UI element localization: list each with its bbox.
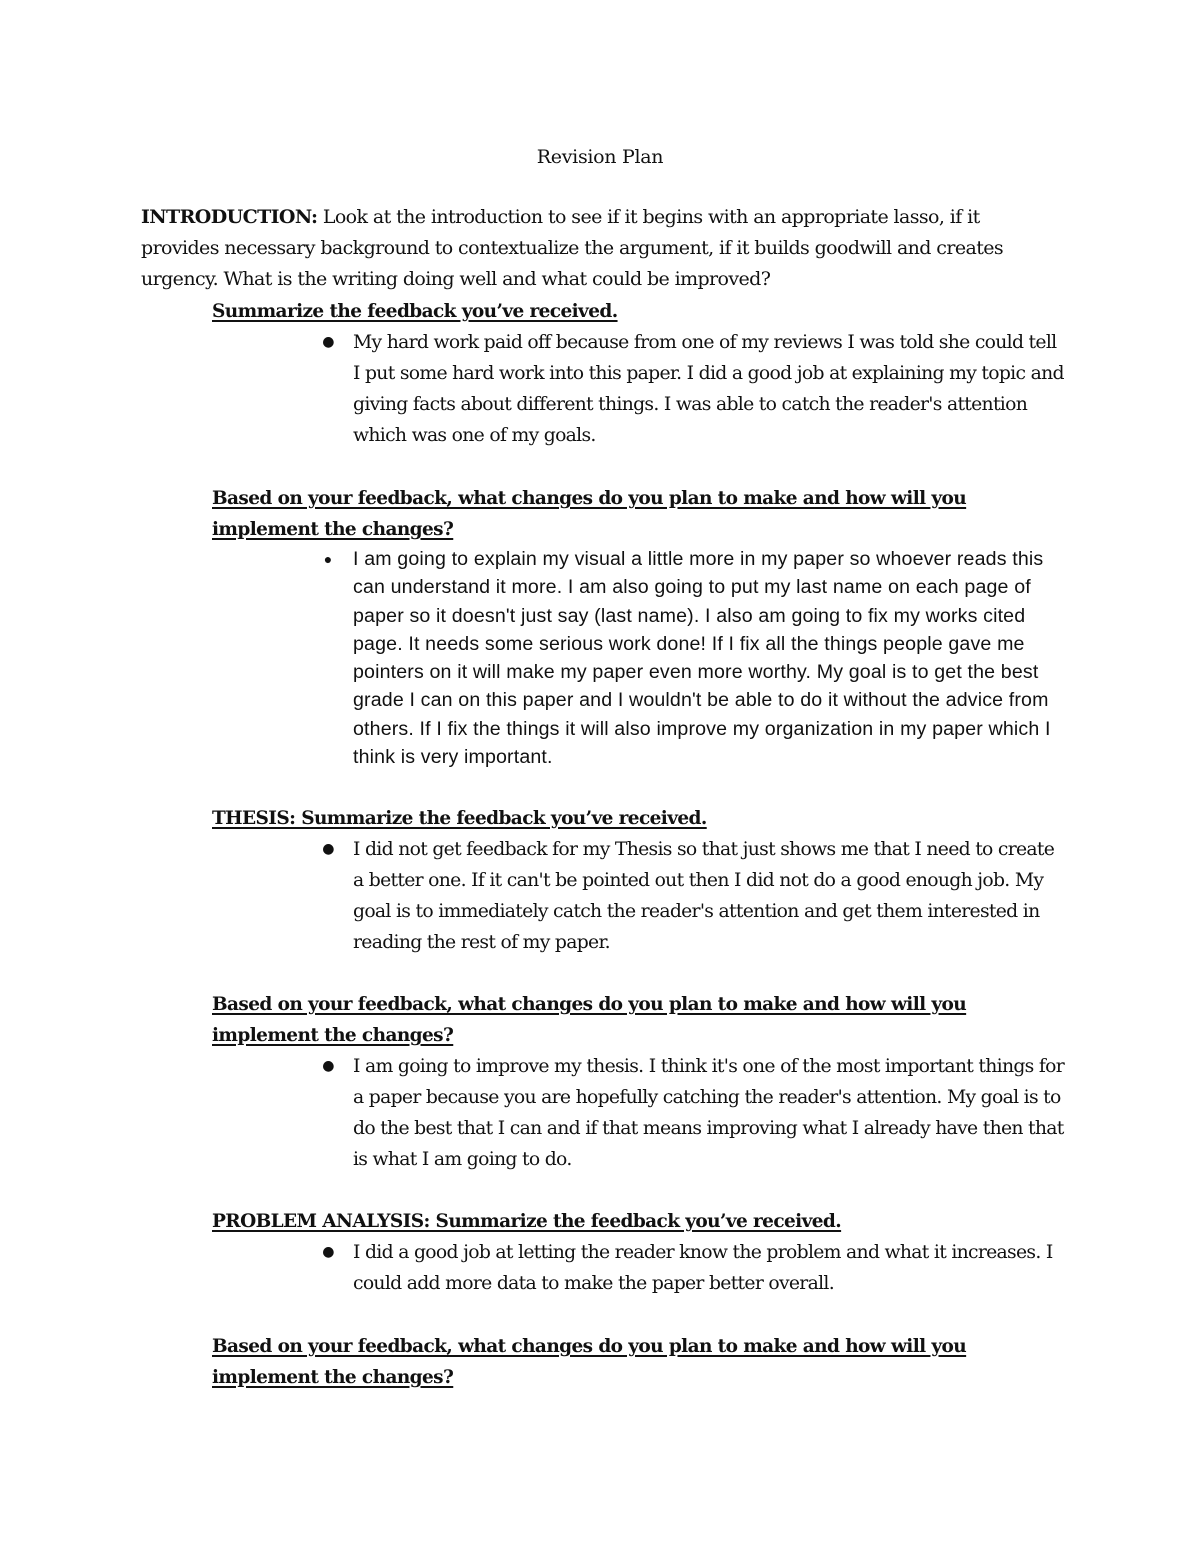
bullet-text: My hard work paid off because from one of my reviews I was told she could tell I put some hard work into this paper. I did a good job at explaining my topic and giving facts about different things. I was able to catch the reader's attention which was one of my goals. — [353, 332, 1064, 446]
section-heading-thesis-changes: Based on your feedback, what changes do you plan to make and how will you implement the changes? — [212, 994, 967, 1046]
bullet-icon: ● — [322, 1058, 334, 1074]
bullet-text: I did not get feedback for my Thesis so that just shows me that I need to create a better one. If it can't be pointed out then I did not do a good enough job. My goal is to immediately catch the reader's attention and get them interested in reading the rest of my paper. — [353, 839, 1055, 953]
list-item — [318, 327, 1068, 451]
bullet-list-thesis-changes — [318, 1051, 1068, 1175]
bullet-icon: ● — [323, 551, 333, 567]
bullet-icon: ● — [322, 1244, 334, 1260]
list-item — [318, 834, 1068, 958]
bullet-list-intro-changes — [318, 545, 1068, 771]
list-item — [318, 1051, 1068, 1175]
bullet-icon: ● — [322, 841, 334, 857]
bullet-icon: ● — [322, 334, 334, 350]
bullet-list-intro-summary — [318, 327, 1068, 451]
bullet-text: I am going to improve my thesis. I think it's one of the most important things for a paper because you are hopefully catching the reader's attention. My goal is to do the best that I can and if that means improving what I already have then that is what I am going to do. — [353, 1056, 1065, 1170]
section-heading-thesis-summary: THESIS: Summarize the feedback you’ve received. — [212, 808, 707, 829]
bullet-text: I did a good job at letting the reader know the problem and what it increases. I could add more data to make the paper better overall. — [353, 1242, 1053, 1294]
bullet-text: I am going to explain my visual a little more in my paper so whoever reads this can understand it more. I am also going to put my last name on each page of paper so it doesn't just say (last name). I also am going to fix my works cited page. It needs some serious work done! If I fix all the things people gave me pointers on it will make my paper even more worthy. My goal is to get the best grade I can on this paper and I wouldn't be able to do it without the advice from others. If I fix the things it will also improve my organization in my paper which I think is very important. — [353, 548, 1051, 769]
document-title: Revision Plan — [536, 146, 664, 168]
bullet-list-problem-summary — [318, 1237, 1068, 1299]
section-heading-problem-changes: Based on your feedback, what changes do you plan to make and how will you implement the changes? — [212, 1336, 967, 1388]
section-heading-intro-summary: Summarize the feedback you’ve received. — [212, 301, 618, 322]
section-heading-problem-summary: PROBLEM ANALYSIS: Summarize the feedback you’ve received. — [212, 1211, 842, 1232]
section-heading-intro-changes: Based on your feedback, what changes do you plan to make and how will you implement the changes? — [212, 488, 967, 540]
list-item — [318, 1237, 1068, 1299]
list-item — [318, 545, 1068, 771]
introduction-paragraph — [141, 202, 1061, 295]
introduction-label: INTRODUCTION: — [141, 206, 318, 228]
bullet-list-thesis-summary — [318, 834, 1068, 958]
introduction-text: Look at the introduction to see if it begins with an appropriate lasso, if it provides necessary background to contextualize the argument, if it builds goodwill and creates urgency. What is the writing doing well and what could be improved? — [141, 206, 1004, 290]
